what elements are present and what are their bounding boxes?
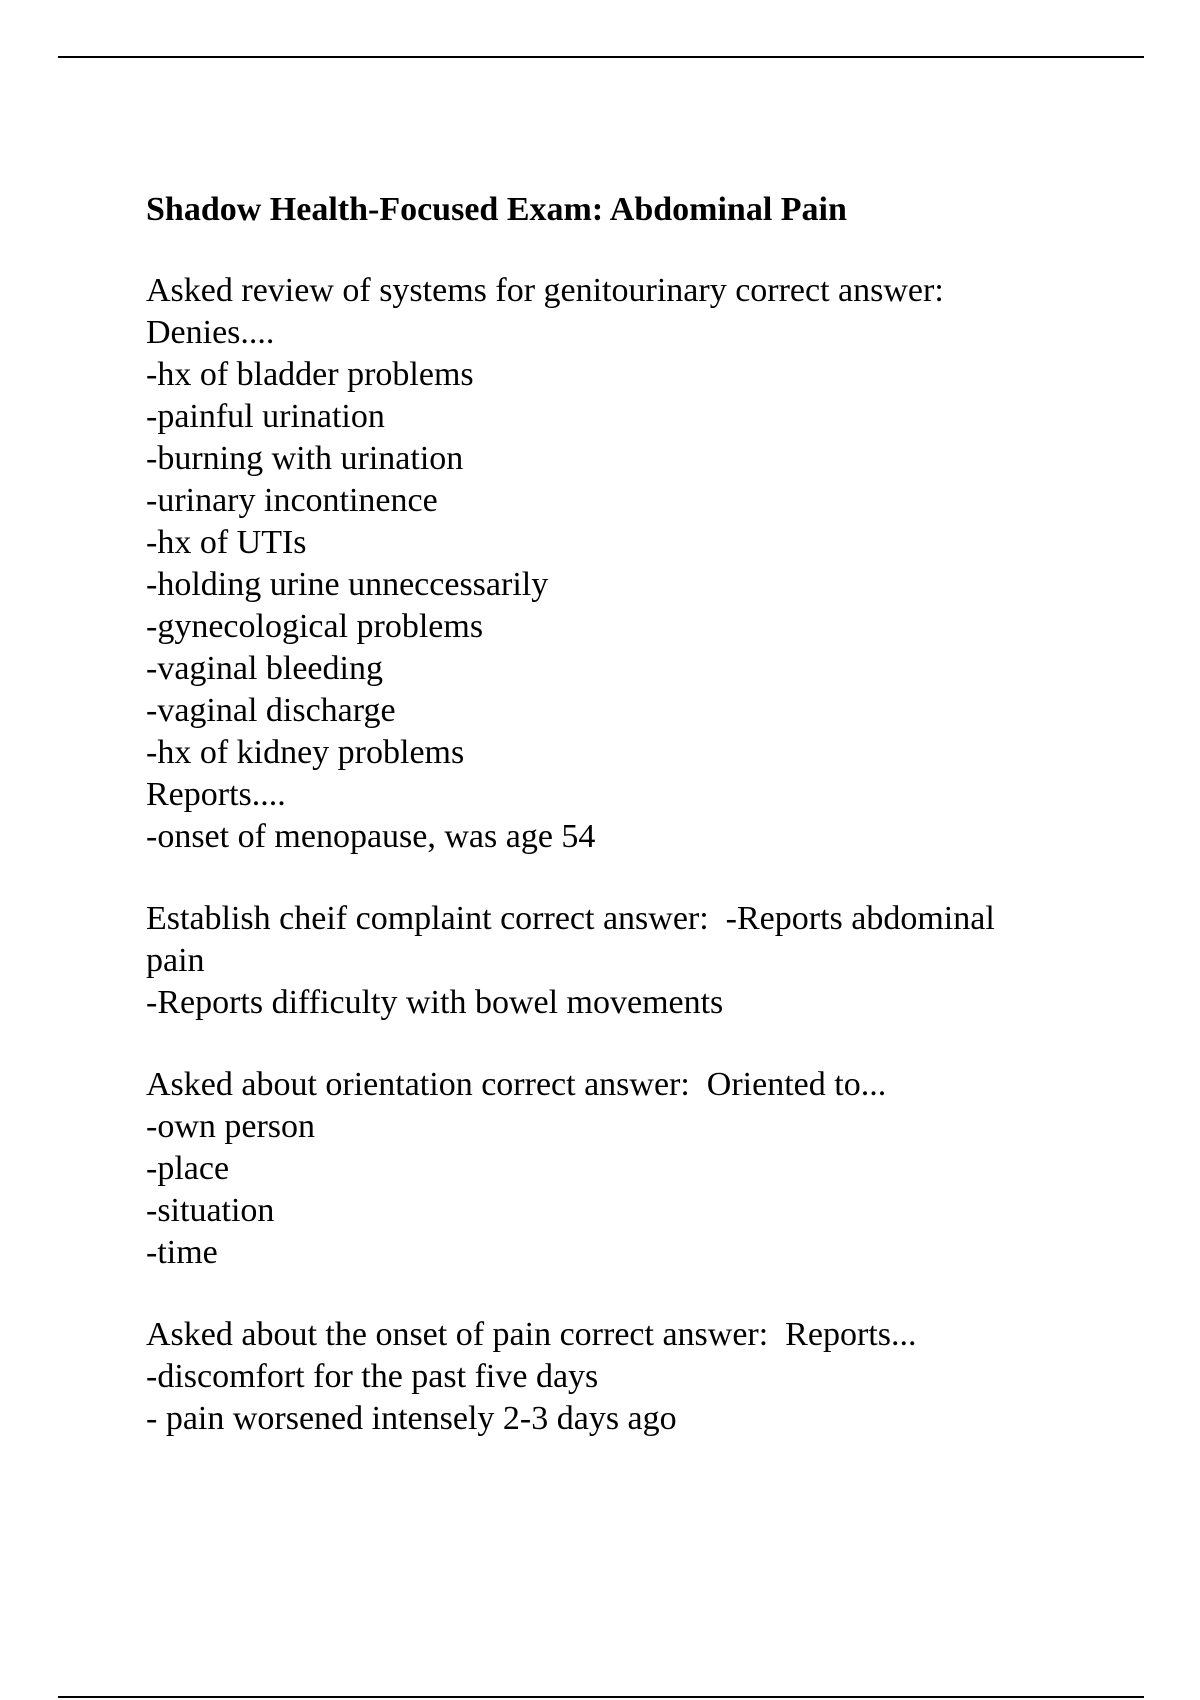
- text-line: -painful urination: [146, 398, 385, 435]
- text-line: -onset of menopause, was age 54: [146, 818, 596, 855]
- text-line: -urinary incontinence: [146, 482, 438, 519]
- text-line: - pain worsened intensely 2-3 days ago: [146, 1400, 677, 1437]
- section-orientation: [146, 1064, 1076, 1274]
- top-rule: [58, 56, 1144, 58]
- bottom-rule: [58, 1696, 1144, 1698]
- text-line: Asked about orientation correct answer: Oriented to...: [146, 1066, 887, 1103]
- text-line: Establish cheif complaint correct answer: -Reports abdominal: [146, 900, 995, 937]
- document-body: [146, 188, 1076, 1440]
- text-line: -situation: [146, 1192, 275, 1229]
- text-line: -burning with urination: [146, 440, 464, 477]
- section-chief-complaint: [146, 898, 1076, 1024]
- text-line: -hx of kidney problems: [146, 734, 465, 771]
- text-line: -hx of bladder problems: [146, 356, 474, 393]
- section-onset-of-pain: [146, 1314, 1076, 1440]
- text-line: -hx of UTIs: [146, 524, 307, 561]
- text-line: -vaginal discharge: [146, 692, 396, 729]
- text-line: -gynecological problems: [146, 608, 484, 645]
- section-genitourinary: [146, 270, 1076, 858]
- document-title: Shadow Health-Focused Exam: Abdominal Pain: [146, 191, 847, 228]
- text-line: -discomfort for the past five days: [146, 1358, 599, 1395]
- text-line: Reports....: [146, 776, 286, 813]
- text-line: -holding urine unneccessarily: [146, 566, 549, 603]
- text-line: -vaginal bleeding: [146, 650, 383, 687]
- text-line: Denies....: [146, 314, 275, 351]
- text-line: -time: [146, 1234, 218, 1271]
- text-line: -place: [146, 1150, 230, 1187]
- text-line: Asked about the onset of pain correct answer: Reports...: [146, 1316, 917, 1353]
- text-line: -own person: [146, 1108, 316, 1145]
- text-line: -Reports difficulty with bowel movements: [146, 984, 724, 1021]
- text-line: Asked review of systems for genitourinary correct answer:: [146, 272, 944, 309]
- text-line: pain: [146, 942, 205, 979]
